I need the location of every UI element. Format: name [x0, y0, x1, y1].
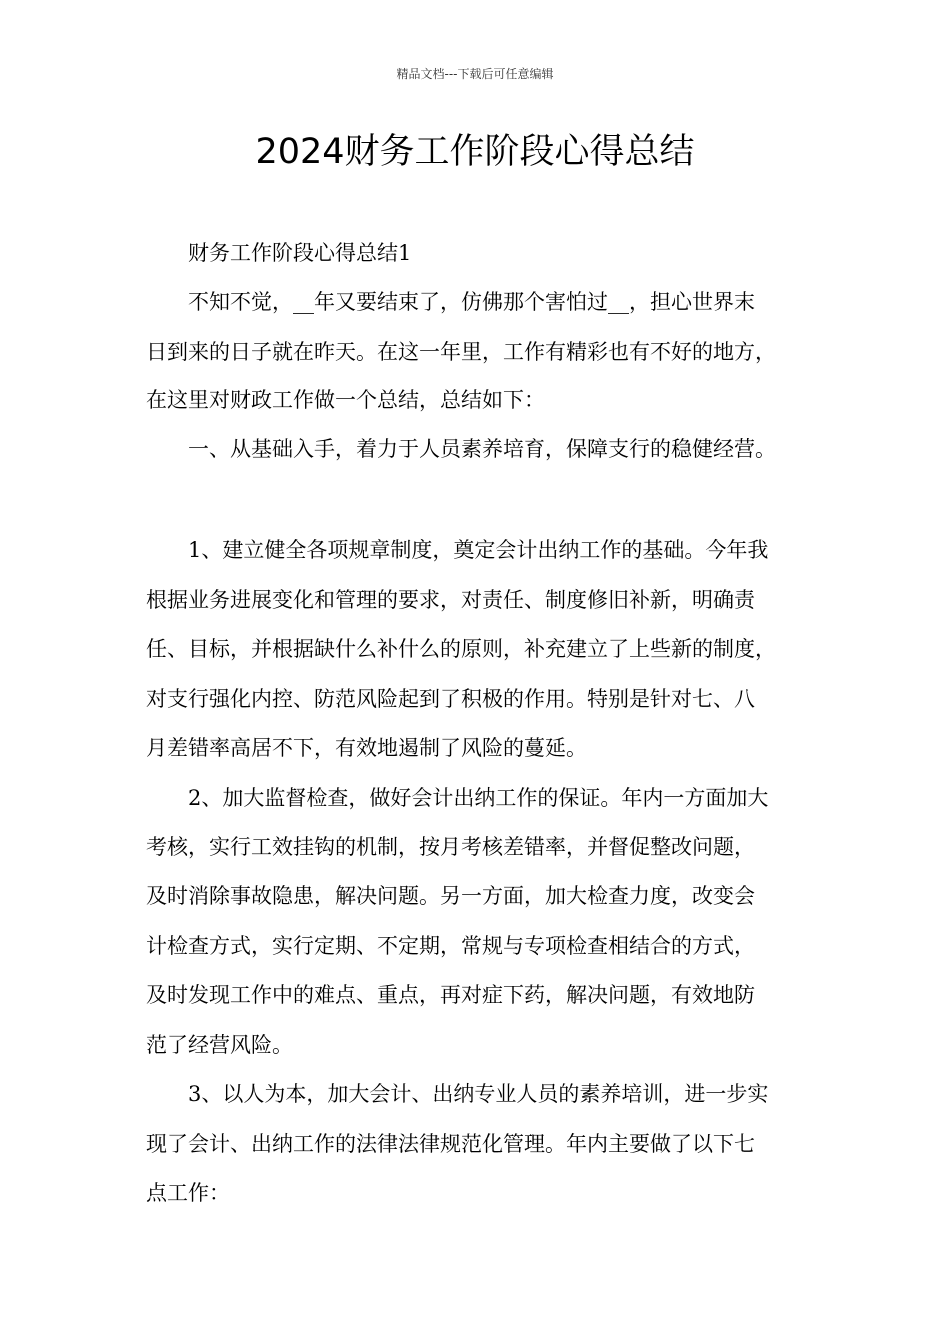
- paragraph-line: 现了会计、出纳工作的法律法律规范化管理。年内主要做了以下七: [146, 1132, 755, 1156]
- paragraph-line: 及时消除事故隐患，解决问题。另一方面，加大检查力度，改变会: [146, 884, 755, 908]
- paragraph-line: 点工作：: [146, 1181, 230, 1205]
- paragraph-line: 一、从基础入手，着力于人员素养培育，保障支行的稳健经营。: [188, 437, 776, 461]
- paragraph-line: 2、加大监督检查，做好会计出纳工作的保证。年内一方面加大: [188, 786, 769, 810]
- paragraph-line: 根据业务进展变化和管理的要求，对责任、制度修旧补新，明确责: [146, 588, 755, 612]
- page-header: 精品文档---下载后可任意编辑: [396, 67, 554, 81]
- paragraph-line: 1、建立健全各项规章制度，奠定会计出纳工作的基础。今年我: [188, 538, 769, 562]
- paragraph-line: 计检查方式，实行定期、不定期，常规与专项检查相结合的方式，: [146, 934, 755, 958]
- section-heading: 财务工作阶段心得总结1: [188, 241, 412, 265]
- paragraph-line: 对支行强化内控、防范风险起到了积极的作用。特别是针对七、八: [146, 687, 755, 711]
- paragraph-line: 不知不觉，__年又要结束了，仿佛那个害怕过__，担心世界末: [188, 290, 755, 314]
- paragraph-line: 考核，实行工效挂钩的机制，按月考核差错率，并督促整改问题，: [146, 835, 755, 859]
- paragraph-line: 日到来的日子就在昨天。在这一年里，工作有精彩也有不好的地方，: [146, 340, 776, 364]
- document-title: 2024财务工作阶段心得总结: [255, 132, 695, 172]
- paragraph-line: 范了经营风险。: [146, 1033, 293, 1057]
- paragraph-line: 任、目标，并根据缺什么补什么的原则，补充建立了上些新的制度，: [146, 637, 776, 661]
- paragraph-line: 月差错率高居不下，有效地遏制了风险的蔓延。: [146, 736, 587, 760]
- paragraph-line: 3、以人为本，加大会计、出纳专业人员的素养培训，进一步实: [188, 1082, 769, 1106]
- paragraph-line: 在这里对财政工作做一个总结，总结如下：: [146, 388, 545, 412]
- paragraph-line: 及时发现工作中的难点、重点，再对症下药，解决问题，有效地防: [146, 983, 755, 1007]
